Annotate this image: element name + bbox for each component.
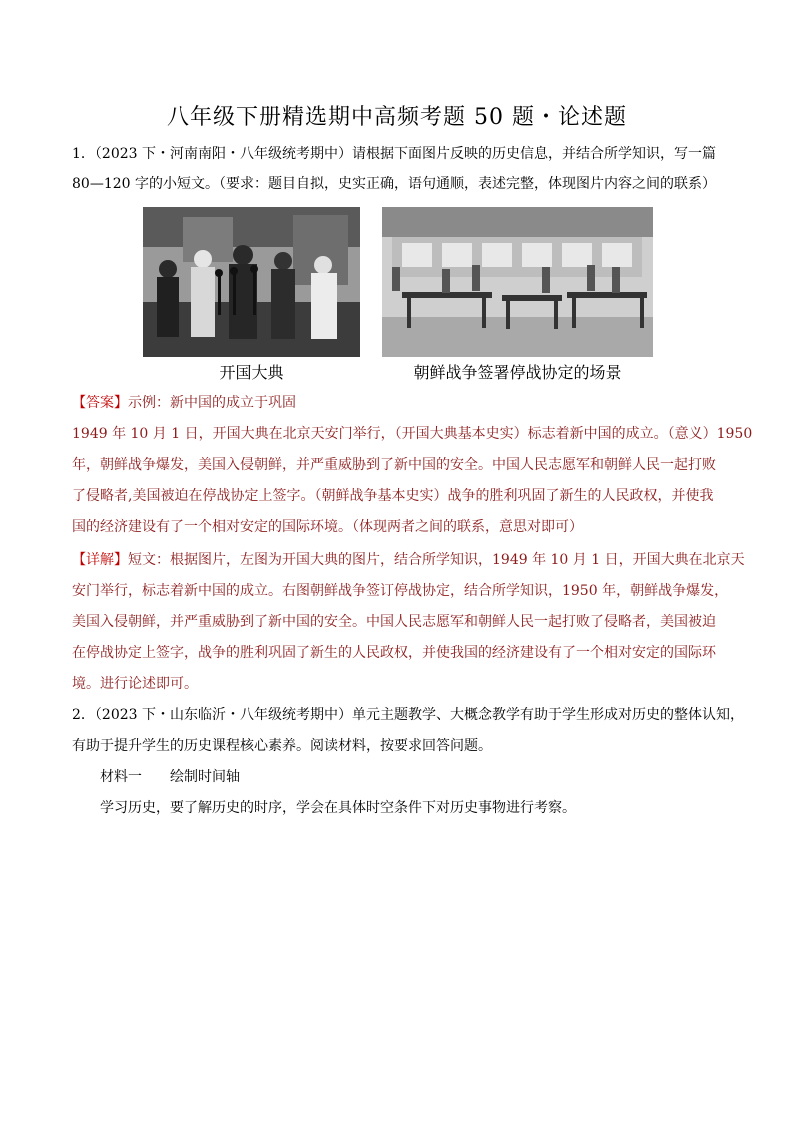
armistice-signing-caption: 朝鲜战争签署停战协定的场景 — [413, 363, 622, 382]
answer-head: 示例：新中国的成立于巩固 — [128, 395, 296, 411]
q2-stem-line-1: 2．（2023 下・山东临沂・八年级统考期中）单元主题教学、大概念教学有助于学生形成对历史的整体认知， — [72, 707, 744, 723]
detail-line: 在停战协定上签字，战争的胜利巩固了新生的人民政权，并使我国的经济建设有了一个相对安定的国际环 — [72, 645, 716, 661]
q2-stem-line-2: 有助于提升学生的历史课程核心素养。阅读材料，按要求回答问题。 — [72, 738, 492, 754]
q1-answer-header — [72, 393, 724, 413]
detail-line: 安门举行，标志着新中国的成立。右图朝鲜战争签订停战协定，结合所学知识，1950 年，朝鲜战争爆发， — [72, 583, 729, 599]
q1-stem-line-2: 80—120 字的小短文。（要求：题目自拟，史实正确，语句通顺，表述完整，体现图片内容之间的联系） — [72, 176, 716, 192]
detail-first-line: 短文：根据图片，左图为开国大典的图片，结合所学知识，1949 年 10 月 1 日，开国大典在北京天 — [128, 552, 745, 568]
answer-line: 了侵略者,美国被迫在停战协定上签字。（朝鲜战争基本史实）战争的胜利巩固了新生的人民政权，并使我 — [72, 488, 714, 504]
q1-detail-header — [72, 550, 745, 570]
answer-line: 年，朝鲜战争爆发，美国入侵朝鲜，并严重威胁到了新中国的安全。中国人民志愿军和朝鲜人民一起打败 — [72, 457, 716, 473]
q2-material-text: 学习历史，要了解历史的时序，学会在具体时空条件下对历史事物进行考察。 — [100, 800, 576, 816]
founding-ceremony-photo — [143, 207, 360, 357]
detail-line: 美国入侵朝鲜，并严重威胁到了新中国的安全。中国人民志愿军和朝鲜人民一起打败了侵略者，美国被迫 — [72, 614, 716, 630]
founding-ceremony-caption: 开国大典 — [219, 363, 284, 382]
page-title: 八年级下册精选期中高频考题 50 题・论述题 — [167, 105, 627, 130]
answer-line: 1949 年 10 月 1 日，开国大典在北京天安门举行，（开国大典基本史实）标志着新中国的成立。（意义）1950 — [72, 426, 753, 442]
answer-tag: 【答案】 — [72, 395, 128, 411]
detail-tag: 【详解】 — [72, 552, 128, 568]
detail-line: 境。进行论述即可。 — [72, 676, 198, 692]
q1-stem-line-1: 1．（2023 下・河南南阳・八年级统考期中）请根据下面图片反映的历史信息，并结合所学知识，写一篇 — [72, 146, 716, 162]
q2-material-label: 材料一 绘制时间轴 — [100, 769, 240, 785]
answer-line: 国的经济建设有了一个相对安定的国际环境。（体现两者之间的联系，意思对即可） — [72, 519, 583, 535]
armistice-signing-photo — [382, 207, 653, 357]
